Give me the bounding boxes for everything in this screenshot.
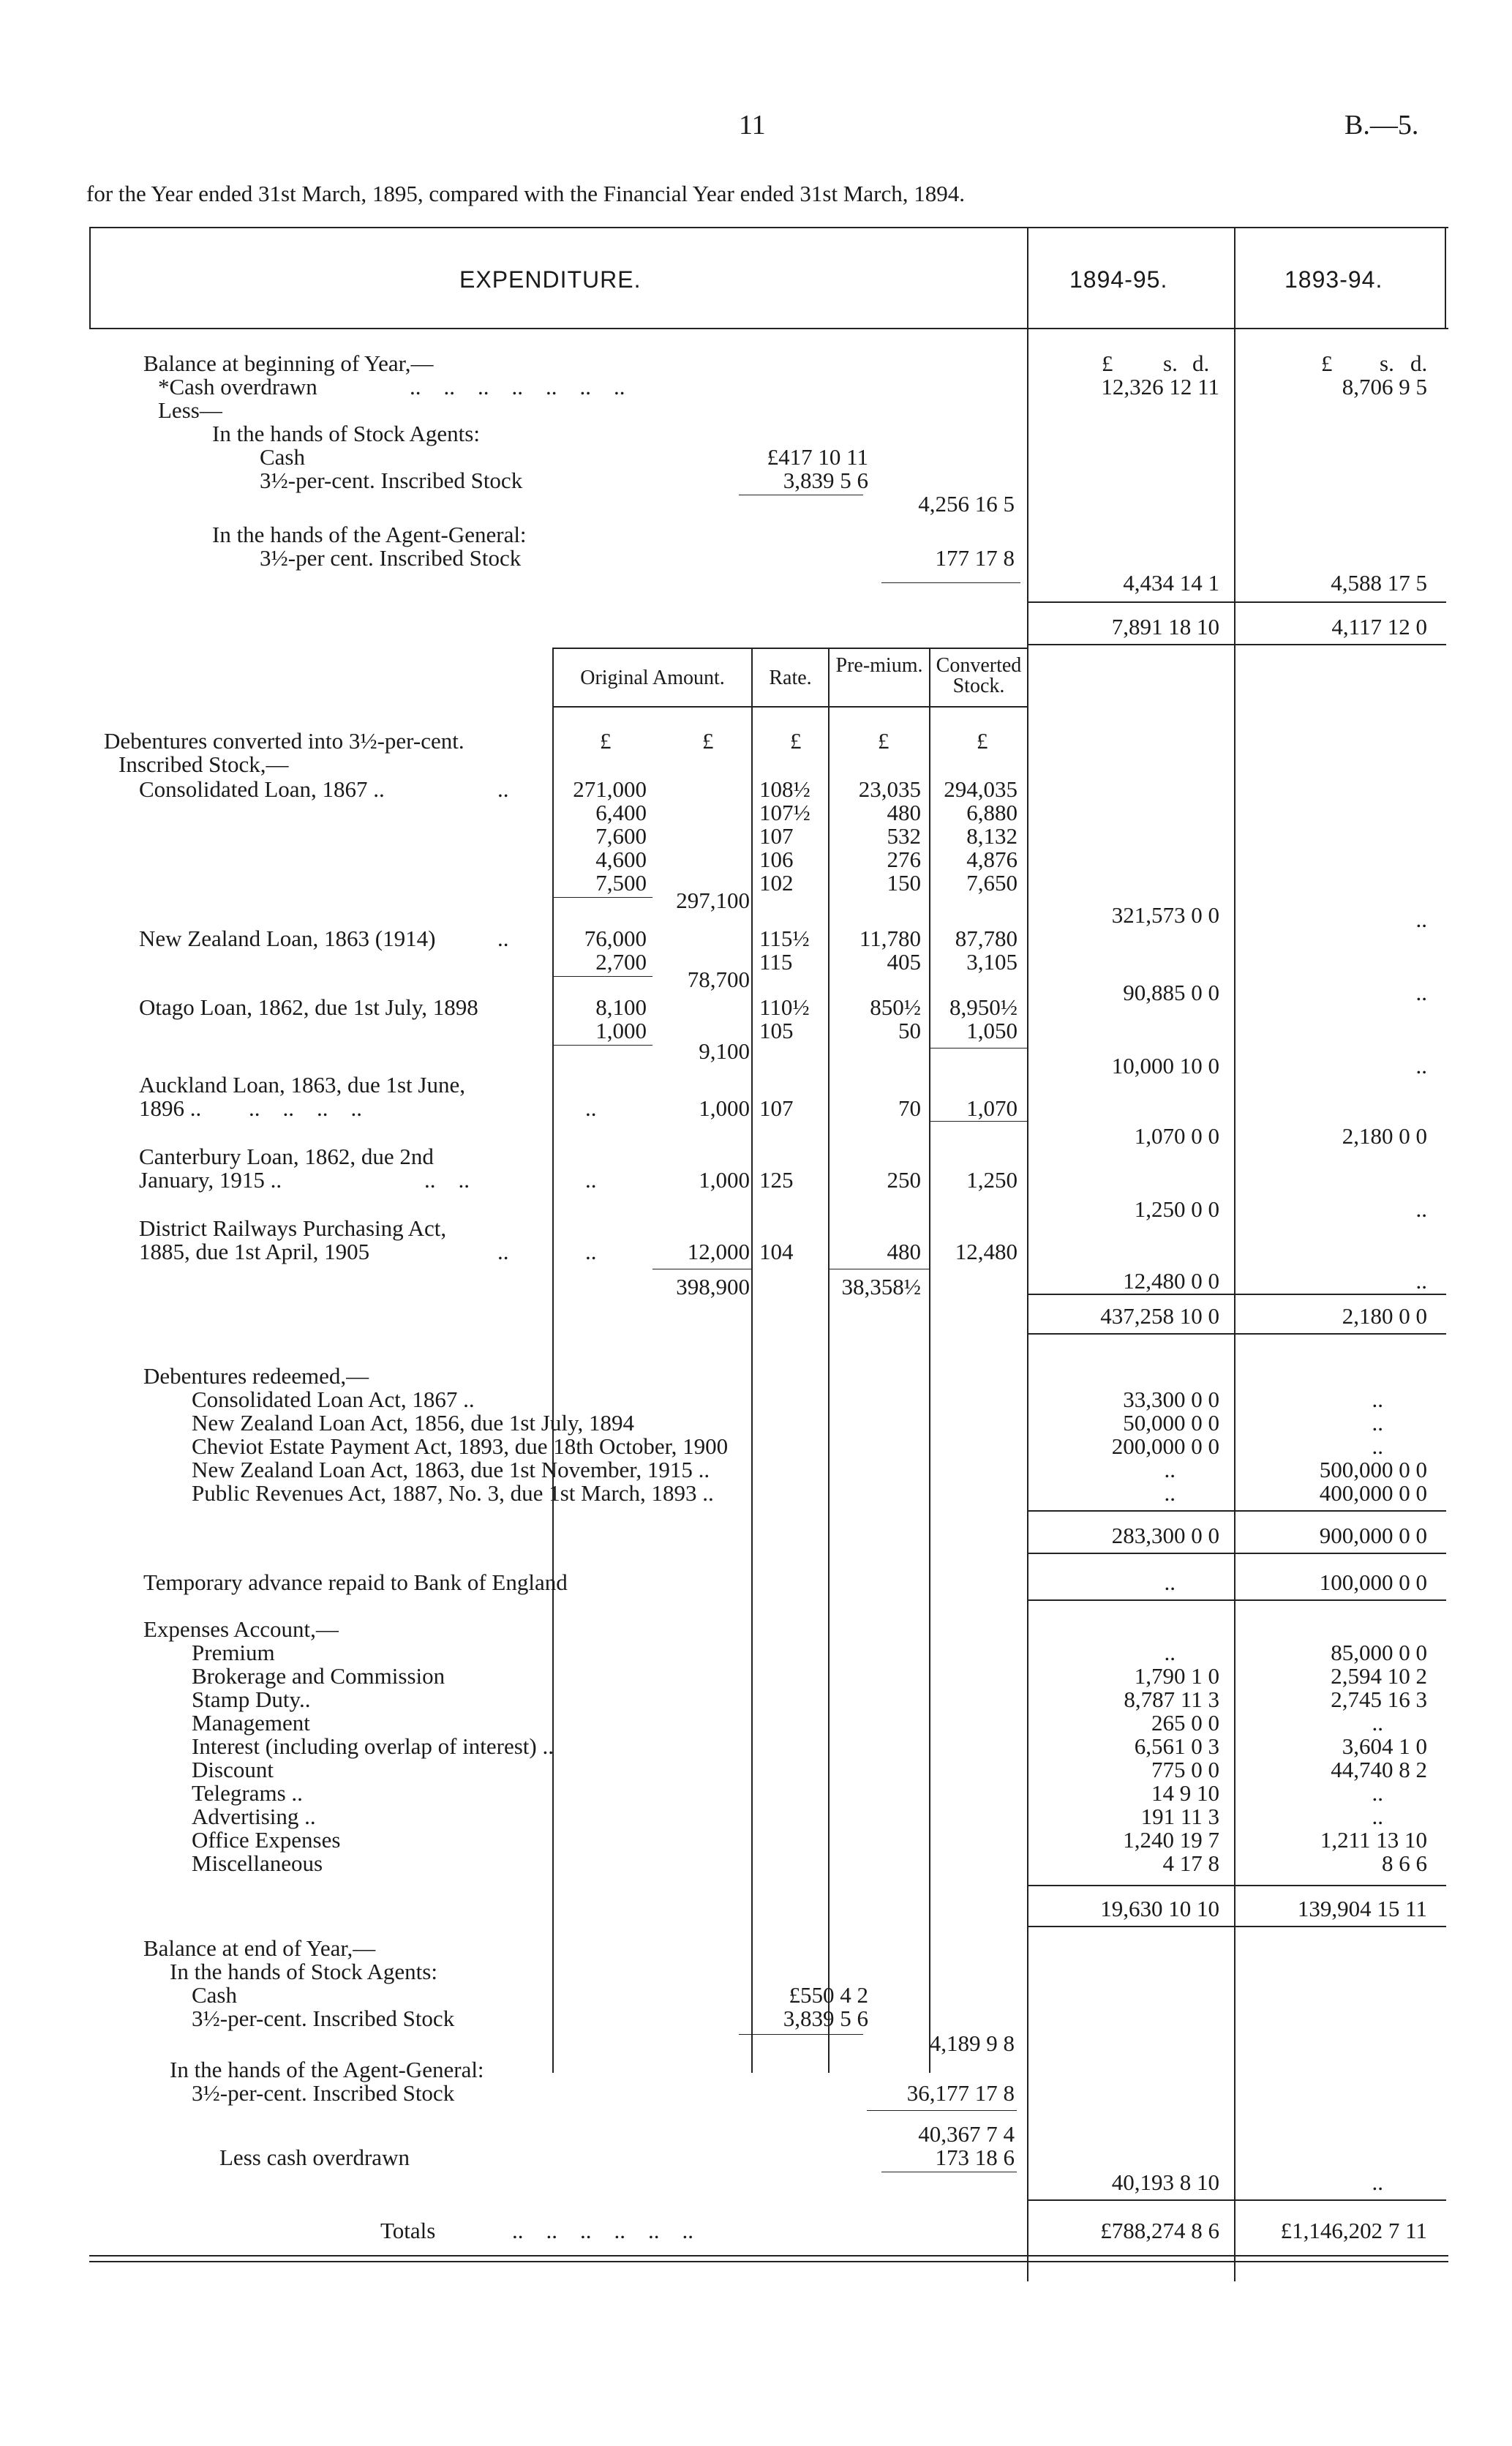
loan-converted: 12,480 <box>955 1239 1018 1264</box>
closing-stock-amount: 3,839 5 6 <box>783 2006 868 2031</box>
expenditure-heading: EXPENDITURE. <box>459 266 642 293</box>
redeemed-total-1893-94: 900,000 0 0 <box>1319 1523 1427 1548</box>
temporary-advance-label: Temporary advance repaid to Bank of England <box>143 1569 568 1595</box>
loan-converted: 7,650 <box>966 870 1018 896</box>
loan-premium: 70 <box>898 1095 921 1121</box>
loan-original: 4,600 <box>595 847 647 872</box>
loan-rate: 105 <box>759 1018 794 1043</box>
closing-title: Balance at end of Year,— <box>143 1935 376 1961</box>
loan-premium: 850½ <box>870 994 921 1020</box>
expense-1893-94: 85,000 0 0 <box>1331 1640 1427 1665</box>
loan-1893-94: 2,180 0 0 <box>1342 1123 1427 1149</box>
expense-item: Telegrams .. <box>192 1780 303 1806</box>
loan-converted: 4,876 <box>966 847 1018 872</box>
redeemed-1893-94: .. <box>1372 1387 1383 1412</box>
rule <box>1027 1926 1446 1927</box>
pound-sign: £ <box>600 728 612 754</box>
sub-table-top <box>552 648 1028 649</box>
loan-label: Consolidated Loan, 1867 .. <box>139 776 385 802</box>
closing-agent-general: In the hands of the Agent-General: <box>170 2057 484 2082</box>
rule <box>1027 2199 1446 2201</box>
expense-item: Miscellaneous <box>192 1850 323 1876</box>
loan-1894-95: 12,480 0 0 <box>1123 1268 1219 1294</box>
debenture-total-original: 398,900 <box>676 1274 750 1299</box>
closing-ag-amount: 36,177 17 8 <box>906 2080 1015 2106</box>
temporary-advance-1894-95: .. <box>1164 1569 1176 1595</box>
closing-stock-agents: In the hands of Stock Agents: <box>170 1959 437 1984</box>
pence-unit-1: d. <box>1192 350 1210 376</box>
left-border <box>89 227 91 329</box>
loan-premium: 11,780 <box>859 926 921 951</box>
leader-dots: .. <box>497 1239 509 1264</box>
expense-1893-94: 2,745 16 3 <box>1331 1687 1427 1712</box>
loan-subtotal: 297,100 <box>676 888 750 913</box>
sub-divider <box>828 648 830 2073</box>
closing-subtotal: 4,189 9 8 <box>929 2030 1015 2056</box>
closing-cash-label: Cash <box>192 1982 237 2008</box>
column-divider-2 <box>1234 227 1235 2281</box>
leader-dots: .. .. .. .. <box>249 1095 362 1121</box>
opening-stock-label: 3½-per-cent. Inscribed Stock <box>260 468 523 493</box>
col-rate: Rate. <box>769 667 812 689</box>
loan-rate: 125 <box>759 1167 794 1193</box>
leader-dots: .. .. .. .. .. .. .. <box>410 374 625 399</box>
debentures-title-2: Inscribed Stock,— <box>119 751 289 777</box>
redeemed-item: New Zealand Loan Act, 1856, due 1st July, 1894 <box>192 1410 634 1436</box>
expense-item: Management <box>192 1710 310 1736</box>
opening-agent-general: In the hands of the Agent-General: <box>212 522 527 547</box>
redeemed-1894-95: .. <box>1164 1480 1176 1506</box>
loan-original: .. <box>585 1095 597 1121</box>
rule <box>930 1121 1027 1122</box>
redeemed-1894-95: 33,300 0 0 <box>1123 1387 1219 1412</box>
pound-unit-1: £ <box>1102 350 1113 376</box>
rule <box>1027 1333 1446 1335</box>
expense-1893-94: .. <box>1372 1710 1383 1736</box>
loan-label: January, 1915 .. <box>139 1167 282 1193</box>
loan-rate: 108½ <box>759 776 810 802</box>
opening-ag-stock-label: 3½-per cent. Inscribed Stock <box>260 545 522 571</box>
loan-converted: 87,780 <box>955 926 1018 951</box>
loan-1894-95: 1,250 0 0 <box>1134 1196 1219 1222</box>
leader-dots: .. <box>497 926 509 951</box>
year-1893-94-heading: 1893-94. <box>1285 266 1383 293</box>
expense-1893-94: 8 6 6 <box>1382 1850 1427 1876</box>
sub-divider <box>929 648 930 2073</box>
loan-rate: 107 <box>759 823 794 849</box>
totals-1894-95: £788,274 8 6 <box>1100 2218 1219 2243</box>
loan-premium: 50 <box>898 1018 921 1043</box>
expense-1894-95: 265 0 0 <box>1151 1710 1219 1736</box>
loan-1893-94: .. <box>1415 1053 1427 1078</box>
rule <box>554 976 652 977</box>
loan-premium: 405 <box>887 949 921 975</box>
expense-1894-95: 1,790 1 0 <box>1134 1663 1219 1689</box>
loan-rate: 115½ <box>759 926 810 951</box>
rule <box>1027 1599 1446 1601</box>
expense-item: Interest (including overlap of interest) .. <box>192 1733 554 1759</box>
page-number: 11 <box>739 110 766 140</box>
redeemed-1893-94: 400,000 0 0 <box>1319 1480 1427 1506</box>
opening-ag-amount: 177 17 8 <box>935 545 1015 571</box>
opening-title: Balance at beginning of Year,— <box>143 350 434 376</box>
pound-sign: £ <box>878 728 889 754</box>
rule <box>739 2034 863 2035</box>
opening-less: Less— <box>158 397 222 423</box>
redeemed-item: Public Revenues Act, 1887, No. 3, due 1st March, 1893 .. <box>192 1480 714 1506</box>
expense-1894-95: 4 17 8 <box>1162 1850 1219 1876</box>
loan-1893-94: .. <box>1415 907 1427 932</box>
loan-original: 8,100 <box>595 994 647 1020</box>
loan-converted: 1,070 <box>966 1095 1018 1121</box>
page-subtitle: for the Year ended 31st March, 1895, compared with the Financial Year ended 31st March, 1894. <box>86 181 965 206</box>
expense-1894-95: 1,240 19 7 <box>1123 1827 1219 1853</box>
opening-cash-amount: £417 10 11 <box>767 444 868 470</box>
redeemed-1893-94: .. <box>1372 1433 1383 1459</box>
expense-1894-95: 6,561 0 3 <box>1134 1733 1219 1759</box>
rule <box>554 897 652 898</box>
leader-dots: .. .. <box>424 1167 470 1193</box>
redeemed-1893-94: 500,000 0 0 <box>1319 1457 1427 1482</box>
right-border <box>1445 227 1446 329</box>
opening-cash-overdrawn: *Cash overdrawn <box>158 374 317 399</box>
loan-1893-94: .. <box>1415 1268 1427 1294</box>
loan-subtotal: 1,000 <box>699 1095 750 1121</box>
loan-label: 1896 .. <box>139 1095 202 1121</box>
loan-original: 6,400 <box>595 800 647 825</box>
loan-original: 2,700 <box>595 949 647 975</box>
column-divider-1 <box>1027 227 1028 2281</box>
closing-1894-95: 40,193 8 10 <box>1111 2169 1219 2195</box>
loan-label: Auckland Loan, 1863, due 1st June, <box>139 1072 465 1098</box>
loan-converted: 8,132 <box>966 823 1018 849</box>
loan-original: 7,600 <box>595 823 647 849</box>
loan-original: 76,000 <box>584 926 647 951</box>
loan-rate: 102 <box>759 870 794 896</box>
debentures-title-1: Debentures converted into 3½-per-cent. <box>104 728 464 754</box>
opening-cash-label: Cash <box>260 444 305 470</box>
opening-stock-agents: In the hands of Stock Agents: <box>212 421 480 446</box>
redeemed-item: Consolidated Loan Act, 1867 .. <box>192 1387 475 1412</box>
loan-converted: 8,950½ <box>949 994 1018 1020</box>
col-premium: Pre-mium. <box>835 654 923 677</box>
expense-1894-95: .. <box>1164 1640 1176 1665</box>
sub-divider <box>552 648 554 2073</box>
expense-1893-94: 1,211 13 10 <box>1320 1827 1427 1853</box>
table-top-rule <box>89 227 1448 228</box>
expense-1894-95: 191 11 3 <box>1140 1804 1219 1829</box>
header-bottom-rule <box>89 328 1448 329</box>
redeemed-1894-95: 50,000 0 0 <box>1123 1410 1219 1436</box>
loan-subtotal: 78,700 <box>687 967 750 992</box>
redeemed-1894-95: .. <box>1164 1457 1176 1482</box>
opening-subtotal: 4,256 16 5 <box>918 491 1015 517</box>
document-reference: B.—5. <box>1344 110 1419 140</box>
loan-original: 271,000 <box>573 776 647 802</box>
loan-rate: 104 <box>759 1239 794 1264</box>
loan-premium: 276 <box>887 847 921 872</box>
expense-1894-95: 14 9 10 <box>1151 1780 1219 1806</box>
opening-cash-1893-94: 8,706 9 5 <box>1342 374 1427 399</box>
loan-1894-95: 1,070 0 0 <box>1134 1123 1219 1149</box>
expense-item: Advertising .. <box>192 1804 316 1829</box>
loan-converted: 1,250 <box>966 1167 1018 1193</box>
rule <box>1027 1510 1446 1512</box>
closing-less-amount: 173 18 6 <box>935 2145 1015 2170</box>
closing-sum: 40,367 7 4 <box>918 2121 1015 2147</box>
sub-table-header-bottom <box>552 706 1028 708</box>
loan-original: 7,500 <box>595 870 647 896</box>
shilling-unit-2: s. <box>1380 350 1394 376</box>
opening-net-1894-95: 7,891 18 10 <box>1111 614 1219 639</box>
expense-item: Office Expenses <box>192 1827 341 1853</box>
loan-original: .. <box>585 1239 597 1264</box>
rule <box>1027 1294 1446 1295</box>
loan-subtotal: 9,100 <box>699 1038 750 1064</box>
debenture-total-premium: 38,358½ <box>841 1274 921 1299</box>
expense-1893-94: 2,594 10 2 <box>1331 1663 1427 1689</box>
rule <box>554 1045 652 1046</box>
loan-premium: 532 <box>887 823 921 849</box>
loan-label: Otago Loan, 1862, due 1st July, 1898 <box>139 994 478 1020</box>
leader-dots: .. <box>497 776 509 802</box>
loan-premium: 250 <box>887 1167 921 1193</box>
closing-cash-amount: £550 4 2 <box>789 1982 868 2008</box>
pound-sign: £ <box>977 728 988 754</box>
expense-item: Discount <box>192 1757 274 1782</box>
loan-premium: 150 <box>887 870 921 896</box>
loan-converted: 294,035 <box>944 776 1018 802</box>
redeemed-item: New Zealand Loan Act, 1863, due 1st November, 1915 .. <box>192 1457 710 1482</box>
loan-1894-95: 321,573 0 0 <box>1111 902 1219 928</box>
totals-label: Totals <box>380 2218 436 2243</box>
loan-premium: 480 <box>887 800 921 825</box>
loan-rate: 110½ <box>759 994 810 1020</box>
loan-rate: 115 <box>759 949 793 975</box>
opening-less-1894-95: 4,434 14 1 <box>1123 570 1219 596</box>
closing-stock-label: 3½-per-cent. Inscribed Stock <box>192 2006 455 2031</box>
loan-1894-95: 90,885 0 0 <box>1123 980 1219 1005</box>
loan-label: 1885, due 1st April, 1905 <box>139 1239 370 1264</box>
loan-premium: 480 <box>887 1239 921 1264</box>
debenture-total-1894-95: 437,258 10 0 <box>1100 1303 1219 1329</box>
col-original-amount: Original Amount. <box>580 667 725 689</box>
loan-label: New Zealand Loan, 1863 (1914) <box>139 926 436 951</box>
rule <box>1027 1885 1446 1886</box>
rule <box>1027 644 1446 645</box>
closing-1893-94: .. <box>1372 2169 1383 2195</box>
opening-less-1893-94: 4,588 17 5 <box>1331 570 1427 596</box>
pound-sign: £ <box>790 728 802 754</box>
col-converted-stock: Converted Stock. <box>936 654 1022 697</box>
redeemed-title: Debentures redeemed,— <box>143 1363 369 1389</box>
loan-converted: 3,105 <box>966 949 1018 975</box>
loan-rate: 106 <box>759 847 794 872</box>
bottom-double-rule-2 <box>89 2261 1448 2262</box>
expense-item: Brokerage and Commission <box>192 1663 445 1689</box>
expense-item: Stamp Duty.. <box>192 1687 311 1712</box>
pound-unit-2: £ <box>1321 350 1333 376</box>
loan-label: Canterbury Loan, 1862, due 2nd <box>139 1144 434 1169</box>
rule <box>867 2110 1017 2111</box>
loan-label: District Railways Purchasing Act, <box>139 1215 447 1241</box>
expenses-title: Expenses Account,— <box>143 1616 339 1642</box>
expense-1893-94: 44,740 8 2 <box>1331 1757 1427 1782</box>
expense-1894-95: 8,787 11 3 <box>1124 1687 1219 1712</box>
expense-1894-95: 775 0 0 <box>1151 1757 1219 1782</box>
redeemed-total-1894-95: 283,300 0 0 <box>1111 1523 1219 1548</box>
rule <box>1027 601 1446 603</box>
rule <box>1027 1553 1446 1554</box>
sub-divider <box>751 648 753 2073</box>
debenture-total-1893-94: 2,180 0 0 <box>1342 1303 1427 1329</box>
loan-converted: 1,050 <box>966 1018 1018 1043</box>
redeemed-item: Cheviot Estate Payment Act, 1893, due 18th October, 1900 <box>192 1433 729 1459</box>
shilling-unit-1: s. <box>1163 350 1178 376</box>
loan-original: 1,000 <box>595 1018 647 1043</box>
pence-unit-2: d. <box>1410 350 1428 376</box>
opening-cash-1894-95: 12,326 12 11 <box>1101 374 1219 399</box>
loan-premium: 23,035 <box>858 776 921 802</box>
opening-stock-amount: 3,839 5 6 <box>783 468 868 493</box>
loan-rate: 107 <box>759 1095 794 1121</box>
expenses-total-1894-95: 19,630 10 10 <box>1100 1896 1219 1921</box>
redeemed-1893-94: .. <box>1372 1410 1383 1436</box>
loan-original: .. <box>585 1167 597 1193</box>
expense-1893-94: .. <box>1372 1804 1383 1829</box>
bottom-double-rule-1 <box>89 2255 1448 2256</box>
loan-1893-94: .. <box>1415 980 1427 1005</box>
rule <box>881 582 1020 583</box>
loan-subtotal: 12,000 <box>687 1239 750 1264</box>
totals-1893-94: £1,146,202 7 11 <box>1280 2218 1427 2243</box>
closing-less-label: Less cash overdrawn <box>219 2145 410 2170</box>
opening-net-1893-94: 4,117 12 0 <box>1331 614 1427 639</box>
pound-sign: £ <box>702 728 714 754</box>
expenses-total-1893-94: 139,904 15 11 <box>1297 1896 1427 1921</box>
redeemed-1894-95: 200,000 0 0 <box>1111 1433 1219 1459</box>
leader-dots: .. .. .. .. .. .. <box>512 2218 693 2243</box>
expense-item: Premium <box>192 1640 275 1665</box>
loan-1893-94: .. <box>1415 1196 1427 1222</box>
year-1894-95-heading: 1894-95. <box>1069 266 1168 293</box>
expense-1893-94: 3,604 1 0 <box>1342 1733 1427 1759</box>
closing-ag-stock-label: 3½-per-cent. Inscribed Stock <box>192 2080 455 2106</box>
loan-1894-95: 10,000 10 0 <box>1111 1053 1219 1078</box>
loan-converted: 6,880 <box>966 800 1018 825</box>
loan-subtotal: 1,000 <box>699 1167 750 1193</box>
loan-rate: 107½ <box>759 800 810 825</box>
expense-1893-94: .. <box>1372 1780 1383 1806</box>
temporary-advance-1893-94: 100,000 0 0 <box>1319 1569 1427 1595</box>
